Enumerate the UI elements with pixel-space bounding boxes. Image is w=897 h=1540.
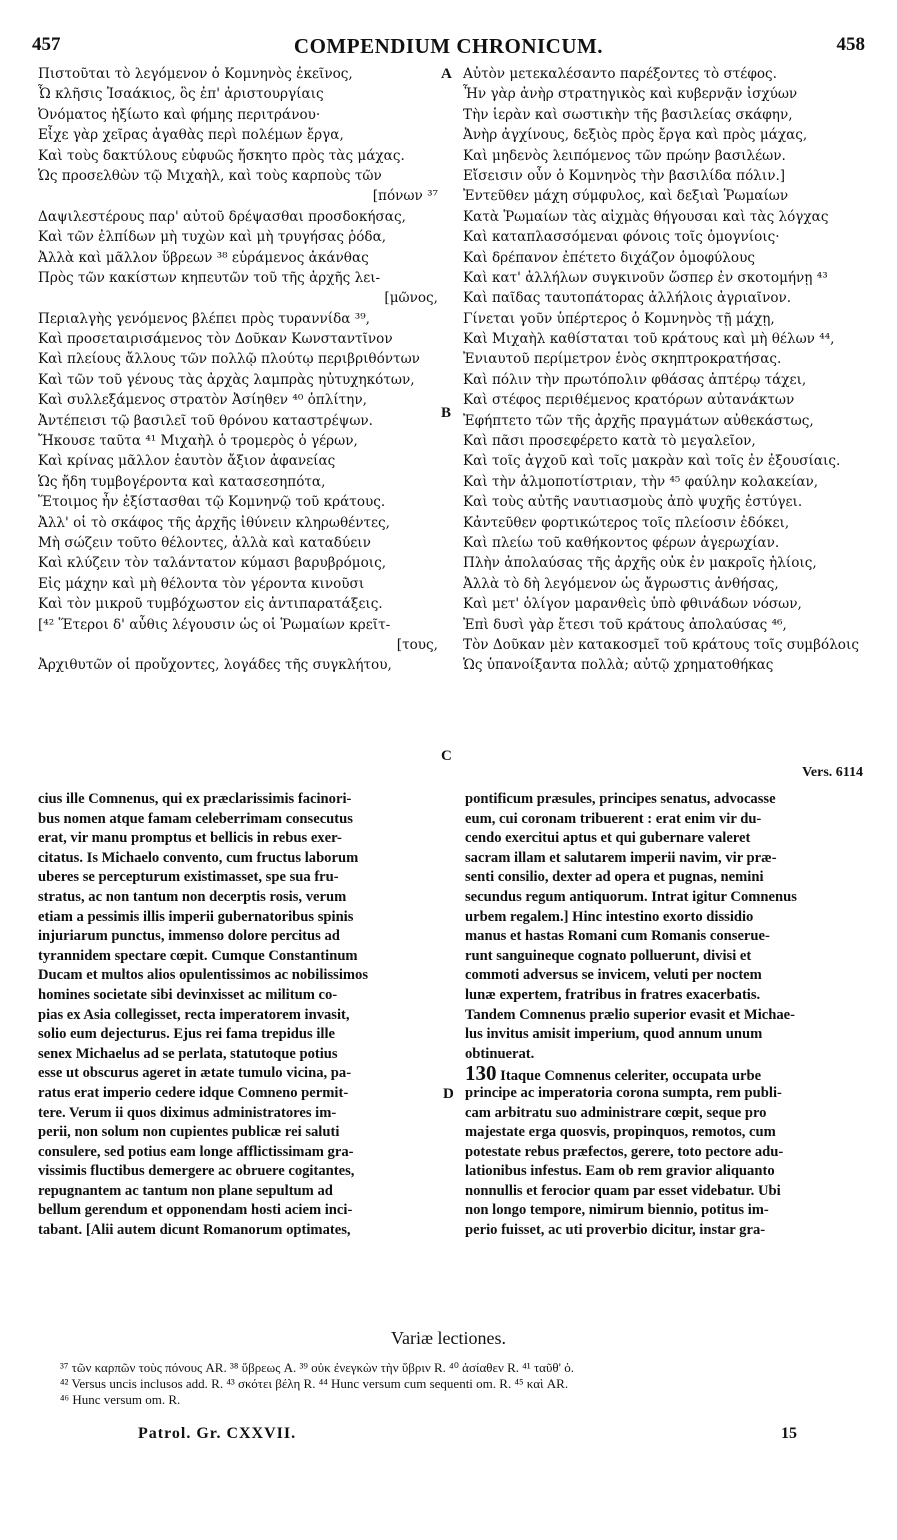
latin-line: secundus regum antiquorum. Intrat igitur Comnenus bbox=[465, 888, 797, 905]
greek-verse-line: Καὶ στέφος περιθέμενος κρατόρων αὐτανάκτων bbox=[463, 392, 795, 409]
latin-line: bellum gerendum et opponendam hosti aciem inci- bbox=[38, 1202, 353, 1219]
greek-verse-line: Εἰς μάχην καὶ μὴ θέλοντα τὸν γέροντα κινοῦσι bbox=[38, 575, 365, 592]
greek-verse-line: Ὀνόματος ἠξίωτο καὶ φήμης περιτράνου· bbox=[38, 106, 321, 123]
greek-verse-line: Καὶ τῶν τοῦ γένους τὰς ἀρχὰς λαμπρὰς ηὐτυχηκότων, bbox=[38, 371, 415, 388]
greek-verse-line: Καὶ συλλεξάμενος στρατὸν Ἀσίηθεν ⁴⁰ ὁπλίτην, bbox=[38, 392, 367, 409]
greek-verse-line: Τὴν ἱερὰν καὶ σωστικὴν τῆς βασιλείας σκάφην, bbox=[463, 106, 793, 123]
greek-verse-line: Ὡς προσελθὼν τῷ Μιχαὴλ, καὶ τοὺς καρποὺς τῶν bbox=[38, 167, 382, 184]
latin-right-part-b bbox=[465, 1084, 863, 1241]
latin-line: nonnullis et ferocior quam par esset videbatur. Ubi bbox=[465, 1182, 781, 1199]
latin-line: consulere, sed potius eam longe afflictissimam gra- bbox=[38, 1143, 354, 1160]
greek-verse-line: Καὶ τῶν ἐλπίδων μὴ τυχὼν καὶ μὴ τρυγήσας ῥόδα, bbox=[38, 229, 387, 246]
greek-verse-line: Καὶ πόλιν τὴν πρωτόπολιν φθάσας ἀπτέρῳ τάχει, bbox=[463, 371, 807, 388]
greek-verse-line: Κατὰ Ῥωμαίων τὰς αἰχμὰς θήγουσαι καὶ τὰς λόγχας bbox=[463, 208, 829, 225]
latin-line: Tandem Comnenus prælio superior evasit et Michae- bbox=[465, 1006, 795, 1023]
latin-line: lationibus infestus. Eam ob rem gravior aliquanto bbox=[465, 1163, 775, 1180]
latin-line: potestate rebus præfectos, gerere, toto pectore adu- bbox=[465, 1143, 784, 1160]
latin-line: citatus. Is Michaelo convento, cum fructus laborum bbox=[38, 849, 359, 866]
greek-text-left-column bbox=[38, 64, 438, 676]
greek-verse-line: Κἀντεῦθεν φορτικώτερος τοῖς πλείοσιν ἐδόκει, bbox=[463, 514, 790, 531]
greek-verse-line: Καὶ τοὺς δακτύλους εὐφυῶς ἤσκητο πρὸς τὰς μάχας. bbox=[38, 147, 405, 164]
latin-line: esse ut obscurus ageret in ætate tumulo vicina, pa- bbox=[38, 1065, 352, 1082]
latin-line: tyrannidem spectare cœpit. Cumque Constantinum bbox=[38, 947, 358, 964]
greek-verse-line: Ὡς ἤδη τυμβογέροντα καὶ κατασεσηπότα, bbox=[38, 473, 326, 490]
latin-line: principe ac imperatoria corona sumpta, rem publi- bbox=[465, 1084, 782, 1101]
latin-line: eum, cui coronam tribuerent : erat enim vir du- bbox=[465, 810, 762, 827]
variae-lectiones-notes bbox=[60, 1360, 880, 1408]
latin-line: ratus erat imperio cedere idque Comneno permit- bbox=[38, 1084, 349, 1101]
greek-verse-line: Ἀντέπεισι τῷ βασιλεῖ τοῦ θρόνου καταστρέψων. bbox=[38, 412, 373, 429]
latin-line: tere. Verum ii quos diximus administratores im- bbox=[38, 1104, 337, 1121]
variae-lectiones-heading: Variæ lectiones. bbox=[391, 1328, 506, 1348]
greek-verse-line: Πρὸς τῶν κακίστων κηπευτῶν τοῦ τῆς ἀρχῆς λει- bbox=[38, 269, 381, 286]
greek-verse-line: Ἐνιαυτοῦ περίμετρον ἑνὸς σκηπτροκρατήσας. bbox=[463, 351, 782, 368]
latin-line: runt sanguineque cognato polluerunt, divisi et bbox=[465, 947, 752, 964]
latin-line: perio fuisset, ac uti proverbio dicitur, instar gra- bbox=[465, 1222, 766, 1239]
latin-line: pontificum præsules, principes senatus, advocasse bbox=[465, 791, 776, 807]
greek-verse-line: Ἐπὶ δυσὶ γὰρ ἔτεσι τοῦ κράτους ἀπολαύσας ⁴⁶, bbox=[463, 616, 787, 633]
greek-verse-line: Καὶ καταπλασσόμεναι φόνοις τοῖς ὁμογνίοις· bbox=[463, 229, 780, 246]
greek-text-right-column bbox=[463, 64, 868, 676]
latin-right-part-a bbox=[465, 790, 863, 1064]
latin-line: perii, non solum non cupientes publicæ rei saluti bbox=[38, 1124, 340, 1141]
greek-verse-line: Ἀρχιθυτῶν οἱ προὔχοντες, λογάδες τῆς συγκλήτου, bbox=[38, 657, 392, 674]
greek-verse-line: Καὶ προσεταιρισάμενος τὸν Δοῦκαν Κωνσταντῖνον bbox=[38, 331, 393, 348]
latin-line: lus invitus amisit imperium, quod annum unum bbox=[465, 1026, 763, 1043]
page-number-left: 457 bbox=[32, 34, 61, 55]
latin-line: Ducam et multos alios opulentissimos ac nobilissimos bbox=[38, 967, 369, 984]
greek-verse-line: Ἕτοιμος ἦν ἐξίστασθαι τῷ Κομνηνῷ τοῦ κράτους. bbox=[38, 494, 386, 511]
latin-line: tabant. [Alii autem dicunt Romanorum optimates, bbox=[38, 1222, 351, 1239]
greek-verse-line: Καὶ μηδενὸς λειπόμενος τῶν πρώην βασιλέων. bbox=[463, 147, 786, 164]
variant-note-line: ³⁷ τῶν καρπῶν τοὺς πόνους AR. ³⁸ ὕβρεως A. ³⁹ οὐκ ἐνεγκὼν τὴν ὕβριν R. ⁴⁰ ἀσίαθεν R. ⁴¹ ταῦθ' ὁ. bbox=[60, 1360, 574, 1375]
latin-line: majestate erga quosvis, propinquos, remotos, cum bbox=[465, 1124, 776, 1141]
greek-verse-line: Ἐφήπτετο τῶν τῆς ἀρχῆς πραγμάτων αὐθεκάστως, bbox=[463, 412, 814, 429]
latin-line: obtinuerat. bbox=[465, 1045, 535, 1062]
greek-verse-line: Ἀλλὰ τὸ δὴ λεγόμενον ὡς ἄγρωστις ἀνθήσας, bbox=[463, 575, 779, 592]
latin-line bbox=[465, 1061, 863, 1086]
latin-line: pias ex Asia collegisset, recta imperatorem invasit, bbox=[38, 1006, 350, 1023]
latin-line: sacram illam et salutarem imperii navim, vir præ- bbox=[465, 849, 777, 866]
latin-line: commoti adversus se invicem, veluti per noctem bbox=[465, 967, 762, 984]
margin-marker-b: B bbox=[441, 405, 452, 421]
greek-verse-line: [μῶνος, bbox=[384, 290, 438, 307]
footer-signature: Patrol. Gr. CXXVII. bbox=[138, 1425, 297, 1442]
latin-line: lunæ expertem, fratribus in fratres exacerbatis. bbox=[465, 986, 761, 1003]
greek-verse-line: Ἤκουσε ταῦτα ⁴¹ Μιχαὴλ ὁ τρομερὸς ὁ γέρων, bbox=[38, 433, 358, 450]
page-number-right: 458 bbox=[836, 34, 865, 55]
verse-reference: Vers. 6114 bbox=[802, 765, 863, 780]
greek-verse-line: Ἐντεῦθεν μάχη σύμφυλος, καὶ δεξιαὶ Ῥωμαίων bbox=[463, 188, 789, 205]
greek-verse-line: Πλὴν ἀπολαύσας τῆς ἀρχῆς οὐκ ἐν μακροῖς ἡλίοις, bbox=[463, 555, 817, 572]
latin-line: homines societate sibi devinxisset ac militum co- bbox=[38, 986, 338, 1003]
greek-verse-line: Ἀνὴρ ἀγχίνους, δεξιὸς πρὸς ἔργα καὶ πρὸς μάχας, bbox=[463, 127, 808, 144]
latin-line: vissimis fluctibus demergere ac obruere cogitantes, bbox=[38, 1163, 355, 1180]
latin-translation-left-column bbox=[38, 790, 438, 1241]
greek-verse-line: Καὶ τοὺς αὐτῆς ναυτιασμοὺς ἀπὸ ψυχῆς ἐστύγει. bbox=[463, 494, 803, 511]
greek-verse-line: Καὶ πλείω τοῦ καθήκοντος φέρων ἀγερωχίαν. bbox=[463, 534, 780, 551]
latin-line: cam arbitratu suo administrare cœpit, seque pro bbox=[465, 1104, 767, 1121]
greek-verse-line: Καὶ τὴν ἁλμοποτίστριαν, τὴν ⁴⁵ φαύλην κολακείαν, bbox=[463, 473, 819, 490]
greek-verse-line: Καὶ μετ' ὀλίγον μαρανθεὶς ὑπὸ φθινάδων νόσων, bbox=[463, 596, 802, 613]
greek-verse-line: Εἴσεισιν οὖν ὁ Κομνηνὸς τὴν βασιλίδα πόλιν.] bbox=[463, 167, 786, 184]
latin-line: senti consilio, dexter ad opera et pugnas, nemini bbox=[465, 869, 764, 886]
section-number: 130 bbox=[465, 1061, 497, 1086]
margin-marker-a: A bbox=[441, 66, 452, 82]
latin-line: cius ille Comnenus, qui ex præclarissimis facinori- bbox=[38, 791, 352, 807]
latin-line: bus nomen atque famam celeberrimam consecutus bbox=[38, 810, 353, 827]
greek-verse-line: [πόνων ³⁷ bbox=[372, 188, 438, 205]
latin-line: erat, vir manu promptus et bellicis in rebus exer- bbox=[38, 830, 342, 847]
greek-verse-line: Δαψιλεστέρους παρ' αὐτοῦ δρέψασθαι προσδοκήσας, bbox=[38, 208, 406, 225]
page-header bbox=[32, 34, 865, 58]
greek-verse-line: Καὶ τοῖς ἀγχοῦ καὶ τοῖς μακρὰν καὶ τοῖς ἐν ἐξουσίαις. bbox=[463, 453, 841, 470]
greek-verse-line: Καὶ πᾶσι προσεφέρετο κατὰ τὸ μεγαλεῖον, bbox=[463, 433, 756, 450]
greek-verse-line: Πιστοῦται τὸ λεγόμενον ὁ Κομνηνὸς ἐκεῖνος, bbox=[38, 66, 353, 82]
latin-line: urbem regalem.] Hinc intestino exorto dissidio bbox=[465, 908, 754, 925]
latin-line: non longo tempore, nimirum biennio, potitus im- bbox=[465, 1202, 769, 1219]
greek-verse-line: Ἦν γὰρ ἀνὴρ στρατηγικὸς καὶ κυβερνᾷν ἰσχύων bbox=[463, 86, 798, 103]
greek-verse-line: Τὸν Δοῦκαν μὲν κατακοσμεῖ τοῦ κράτους τοῖς συμβόλοις bbox=[463, 636, 859, 653]
greek-verse-line: Γίνεται γοῦν ὑπέρτερος ὁ Κομνηνὸς τῇ μάχῃ, bbox=[463, 310, 775, 327]
latin-line: senex Michaelus ad se perlata, statutoque potius bbox=[38, 1045, 338, 1062]
latin-translation-right-column bbox=[465, 790, 863, 1241]
greek-verse-line: Ὡς ὑπανοίξαντα πολλὰ; αὐτῷ χρηματοθήκας bbox=[463, 657, 774, 674]
latin-line: manus et hastas Romani cum Romanis conserue- bbox=[465, 928, 770, 945]
greek-verse-line: Καὶ κλύζειν τὸν ταλάντατον κύμασι βαρυβρόμοις, bbox=[38, 555, 387, 572]
greek-verse-line: [⁴² Ἕτεροι δ' αὖθις λέγουσιν ὡς οἱ Ῥωμαίων κρεῖτ- bbox=[38, 616, 391, 633]
running-title: COMPENDIUM CHRONICUM. bbox=[293, 34, 604, 58]
greek-verse-line: Ἀλλὰ καὶ μᾶλλον ὕβρεων ³⁸ εὑράμενος ἀκάνθας bbox=[38, 249, 369, 266]
greek-verse-line: Αὐτὸν μετεκαλέσαντο παρέξοντες τὸ στέφος. bbox=[463, 66, 777, 82]
greek-verse-line: Καὶ τὸν μικροῦ τυμβόχωστον εἰς ἀντιπαρατάξεις. bbox=[38, 596, 383, 613]
greek-verse-line: Ὦ κλῆσις Ἰσαάκιος, ὃς ἐπ' ἀριστουργίαις bbox=[38, 86, 324, 103]
greek-verse-line: Ἀλλ' οἱ τὸ σκάφος τῆς ἀρχῆς ἰθύνειν κληρωθέντες, bbox=[38, 514, 390, 531]
greek-verse-line: [τους, bbox=[396, 636, 438, 653]
latin-line: etiam a pessimis illis imperii gubernatoribus spinis bbox=[38, 908, 354, 925]
latin-line: solio eum dejecturus. Ejus rei fama trepidus ille bbox=[38, 1026, 335, 1043]
footer-sheet-number: 15 bbox=[781, 1425, 797, 1442]
latin-line: stratus, ac non tantum non decerptis rosis, verum bbox=[38, 888, 347, 905]
margin-marker-d: D bbox=[443, 1086, 454, 1102]
margin-marker-c: C bbox=[441, 748, 452, 764]
variant-note-line: ⁴² Versus uncis inclusos add. R. ⁴³ σκότει βέλη R. ⁴⁴ Hunc versum cum sequenti om. R. ⁴⁵ καὶ AR. bbox=[60, 1376, 569, 1391]
latin-line: cendo exercitui aptus et qui gubernare valeret bbox=[465, 830, 751, 847]
latin-line: injuriarum punctus, immenso dolore percitus ad bbox=[38, 928, 340, 945]
greek-verse-line: Καὶ κατ' ἀλλήλων συγκινοῦν ὥσπερ ἐν σκοτομήνῃ ⁴³ bbox=[463, 269, 828, 286]
variant-note-line: ⁴⁶ Hunc versum om. R. bbox=[60, 1392, 181, 1407]
latin-line: uberes se percepturum existimasset, spe sua fru- bbox=[38, 869, 339, 886]
greek-verse-line: Καὶ πλείους ἄλλους τῶν πολλῷ πλούτῳ περιβριθόντων bbox=[38, 351, 420, 368]
latin-line-text: Itaque Comnenus celeriter, occupata urbe bbox=[496, 1068, 762, 1085]
greek-verse-line: Καὶ κρίνας μᾶλλον ἑαυτὸν ἄξιον ἀφανείας bbox=[38, 453, 336, 470]
latin-line: repugnantem ac tantum non plane sepultum ad bbox=[38, 1182, 333, 1199]
greek-verse-line: Περιαλγὴς γενόμενος βλέπει πρὸς τυραννίδα ³⁹, bbox=[38, 310, 370, 327]
greek-verse-line: Καὶ δρέπανον ἐπέτετο διχάζον ὁμοφύλους bbox=[463, 249, 755, 266]
greek-verse-line: Καὶ Μιχαὴλ καθίσταται τοῦ κράτους καὶ μὴ θέλων ⁴⁴, bbox=[463, 331, 835, 348]
greek-verse-line: Μὴ σώζειν τοῦτο θέλοντες, ἀλλὰ καὶ καταδύειν bbox=[38, 534, 371, 551]
greek-verse-line: Καὶ παῖδας ταυτοπάτορας ἀλλήλοις ἀγριαῖνον. bbox=[463, 290, 792, 307]
greek-verse-line: Εἶχε γὰρ χεῖρας ἀγαθὰς περὶ πολέμων ἔργα, bbox=[38, 127, 344, 144]
